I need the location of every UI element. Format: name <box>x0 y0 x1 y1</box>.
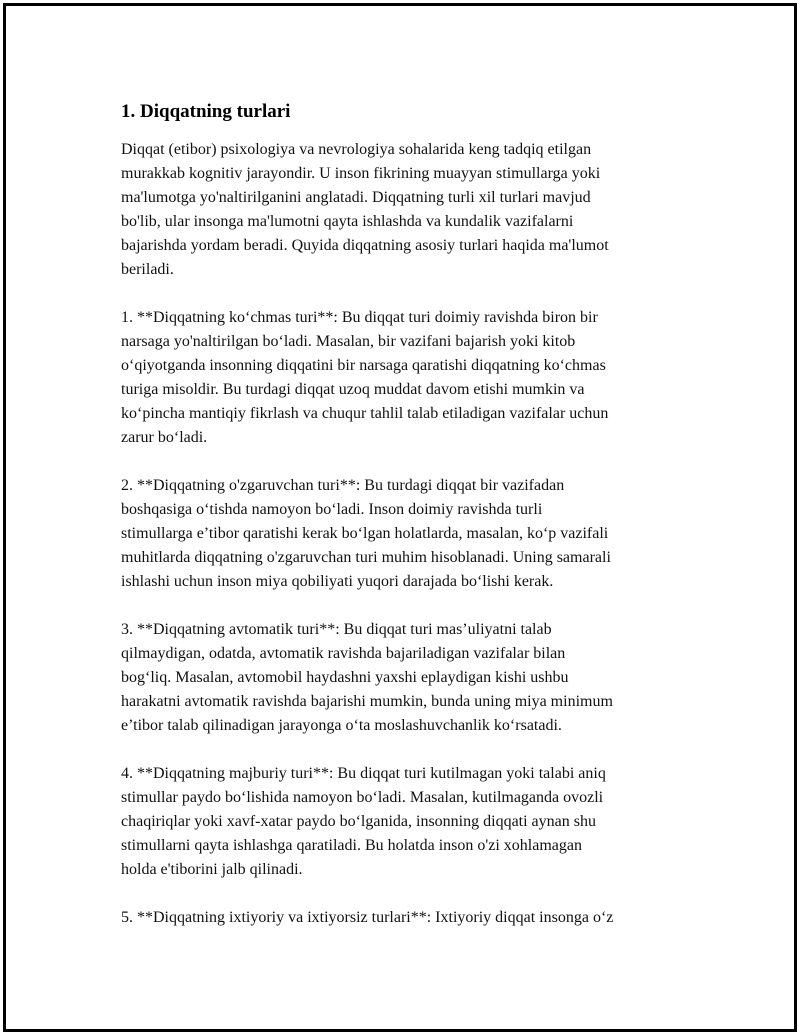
text-line: Diqqat (etibor) psixologiya va nevrologiya sohalarida keng tadqiq etilgan <box>121 141 592 158</box>
intro-paragraph <box>121 138 691 282</box>
text-line: oʻqiyotganda insonning diqqatini bir narsaga qaratishi diqqatning koʻchmas <box>121 357 606 374</box>
text-line: stimullar paydo boʻlishida namoyon boʻladi. Masalan, kutilmaganda ovozli <box>121 789 604 806</box>
page-frame <box>3 3 797 1032</box>
document-body <box>121 100 691 954</box>
list-item-paragraph <box>121 618 691 738</box>
text-line: beriladi. <box>121 261 174 278</box>
text-line: 4. **Diqqatning majburiy turi**: Bu diqqat turi kutilmagan yoki talabi aniq <box>121 765 606 782</box>
text-line: holda e'tiborini jalb qilinadi. <box>121 861 303 878</box>
text-line: koʻpincha mantiqiy fikrlash va chuqur tahlil talab etiladigan vazifalar uchun <box>121 405 609 422</box>
list-item-paragraph <box>121 906 691 930</box>
text-line: murakkab kognitiv jarayondir. U inson fikrining muayyan stimullarga yoki <box>121 165 601 182</box>
text-line: bajarishda yordam beradi. Quyida diqqatning asosiy turlari haqida ma'lumot <box>121 237 609 254</box>
text-line: narsaga yo'naltirilgan boʻladi. Masalan, bir vazifani bajarish yoki kitob <box>121 333 576 350</box>
text-line: turiga misoldir. Bu turdagi diqqat uzoq muddat davom etishi mumkin va <box>121 381 585 398</box>
text-line: bo'lib, ular insonga ma'lumotni qayta ishlashda va kundalik vazifalarni <box>121 213 574 230</box>
text-line: 1. **Diqqatning koʻchmas turi**: Bu diqqat turi doimiy ravishda biron bir <box>121 309 598 326</box>
text-line: bogʻliq. Masalan, avtomobil haydashni yaxshi eplaydigan kishi ushbu <box>121 669 569 686</box>
list-item-paragraph <box>121 306 691 450</box>
text-line: ma'lumotga yo'naltirilganini anglatadi. Diqqatning turli xil turlari mavjud <box>121 189 591 206</box>
text-line: muhitlarda diqqatning o'zgaruvchan turi muhim hisoblanadi. Uning samarali <box>121 549 611 566</box>
text-line: zarur boʻladi. <box>121 429 208 446</box>
list-item-paragraph <box>121 474 691 594</box>
text-line: boshqasiga oʻtishda namoyon boʻladi. Inson doimiy ravishda turli <box>121 501 543 518</box>
text-line: stimullarni qayta ishlashga qaratiladi. Bu holatda inson o'zi xohlamagan <box>121 837 582 854</box>
section-heading: 1. Diqqatning turlari <box>121 101 291 122</box>
text-line: 2. **Diqqatning o'zgaruvchan turi**: Bu turdagi diqqat bir vazifadan <box>121 477 565 494</box>
text-line: 5. **Diqqatning ixtiyoriy va ixtiyorsiz turlari**: Ixtiyoriy diqqat insonga oʻz <box>121 909 614 926</box>
text-line: stimullarga e’tibor qaratishi kerak boʻlgan holatlarda, masalan, koʻp vazifali <box>121 525 609 542</box>
text-line: chaqiriqlar yoki xavf-xatar paydo boʻlganida, insonning diqqati aynan shu <box>121 813 596 830</box>
text-line: qilmaydigan, odatda, avtomatik ravishda bajariladigan vazifalar bilan <box>121 645 566 662</box>
list-item-paragraph <box>121 762 691 882</box>
text-line: ishlashi uchun inson miya qobiliyati yuqori darajada boʻlishi kerak. <box>121 573 554 590</box>
text-line: harakatni avtomatik ravishda bajarishi mumkin, bunda uning miya minimum <box>121 693 613 710</box>
text-line: e’tibor talab qilinadigan jarayonga oʻta moslashuvchanlik koʻrsatadi. <box>121 717 562 734</box>
text-line: 3. **Diqqatning avtomatik turi**: Bu diqqat turi mas’uliyatni talab <box>121 621 552 638</box>
